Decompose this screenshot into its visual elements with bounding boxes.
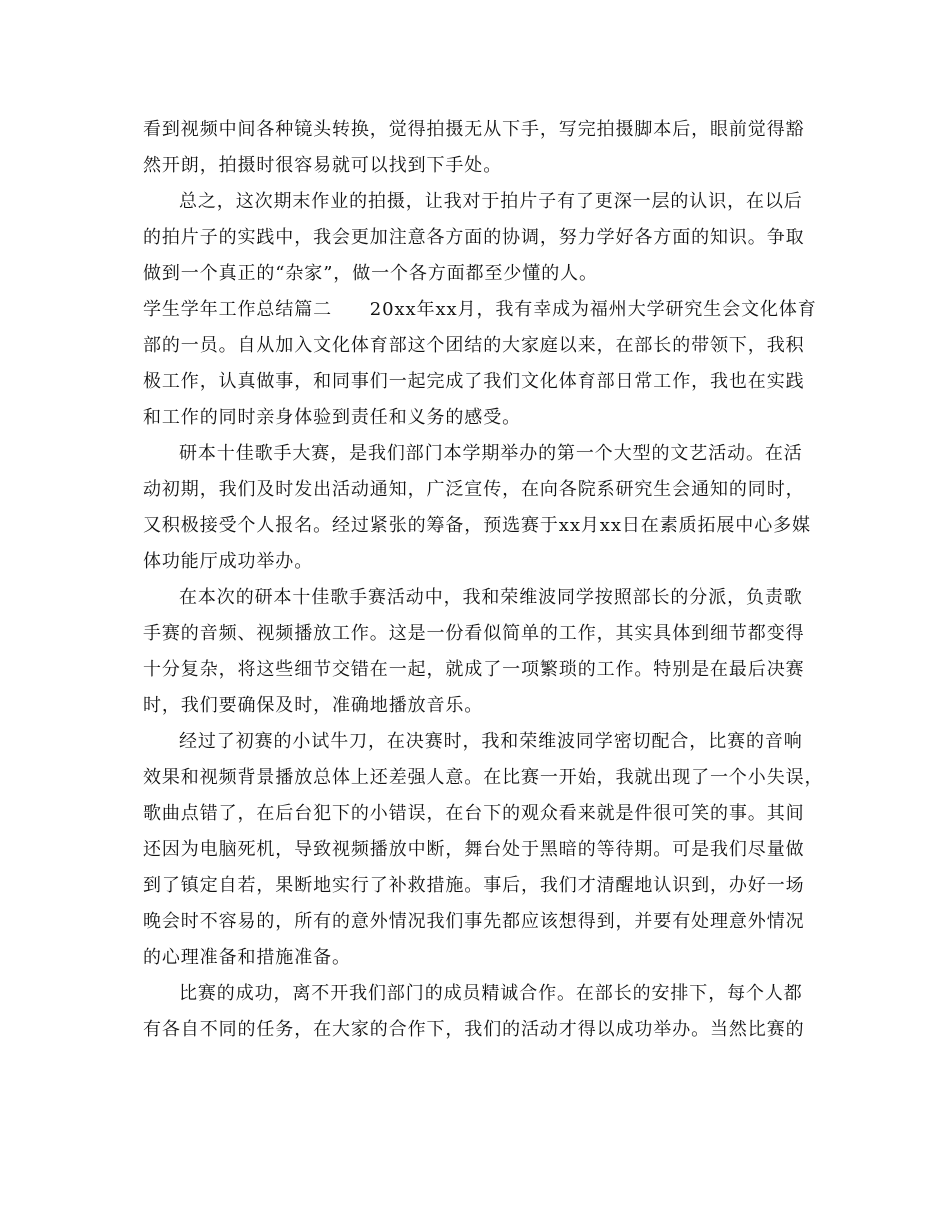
text-line: 时，我们要确保及时，准确地播放音乐。 <box>143 695 484 716</box>
text-line: 又积极接受个人报名。经过紧张的筹备，预选赛于xx月xx日在素质拓展中心多媒 <box>143 515 811 536</box>
section-heading-line: 学生学年工作总结篇二 20xx年xx月，我有幸成为福州大学研究生会文化体育 <box>143 299 817 320</box>
text-line: 研本十佳歌手大赛，是我们部门本学期举办的第一个大型的文艺活动。在活 <box>179 443 803 464</box>
text-line: 的心理准备和措施准备。 <box>143 947 351 968</box>
text-line: 歌曲点错了，在后台犯下的小错误，在台下的观众看来就是件很可笑的事。其间 <box>143 803 805 824</box>
text-line: 动初期，我们及时发出活动通知，广泛宣传，在向各院系研究生会通知的同时， <box>143 479 805 500</box>
text-line: 手赛的音频、视频播放工作。这是一份看似简单的工作，其实具体到细节都变得 <box>143 623 805 644</box>
text-line: 总之，这次期末作业的拍摄，让我对于拍片子有了更深一层的认识，在以后 <box>179 191 803 212</box>
text-line: 比赛的成功，离不开我们部门的成员精诚合作。在部长的安排下，每个人都 <box>179 983 803 1004</box>
text-line: 还因为电脑死机，导致视频播放中断，舞台处于黑暗的等待期。可是我们尽量做 <box>143 839 805 860</box>
text-line: 在本次的研本十佳歌手赛活动中，我和荣维波同学按照部长的分派，负责歌 <box>179 587 803 608</box>
text-line: 效果和视频背景播放总体上还差强人意。在比赛一开始，我就出现了一个小失误， <box>143 767 824 788</box>
text-line: 到了镇定自若，果断地实行了补救措施。事后，我们才清醒地认识到，办好一场 <box>143 875 805 896</box>
text-line: 看到视频中间各种镜头转换，觉得拍摄无从下手，写完拍摄脚本后，眼前觉得豁 <box>143 119 805 140</box>
text-line: 经过了初赛的小试牛刀，在决赛时，我和荣维波同学密切配合，比赛的音响 <box>179 731 803 752</box>
text-line: 十分复杂，将这些细节交错在一起，就成了一项繁琐的工作。特别是在最后决赛 <box>143 659 805 680</box>
text-line: 的拍片子的实践中，我会更加注意各方面的协调，努力学好各方面的知识。争取 <box>143 227 805 248</box>
text-line: 然开朗，拍摄时很容易就可以找到下手处。 <box>143 155 503 176</box>
text-line: 有各自不同的任务，在大家的合作下，我们的活动才得以成功举办。当然比赛的 <box>143 1019 805 1040</box>
text-line: 极工作，认真做事，和同事们一起完成了我们文化体育部日常工作，我也在实践 <box>143 371 805 392</box>
text-line: 晚会时不容易的，所有的意外情况我们事先都应该想得到，并要有处理意外情况 <box>143 911 805 932</box>
text-line: 部的一员。自从加入文化体育部这个团结的大家庭以来，在部长的带领下，我积 <box>143 335 805 356</box>
text-line: 体功能厅成功举办。 <box>143 551 314 572</box>
text-line: 做到一个真正的“杂家”，做一个各方面都至少懂的人。 <box>143 263 598 284</box>
text-line: 和工作的同时亲身体验到责任和义务的感受。 <box>143 407 521 428</box>
